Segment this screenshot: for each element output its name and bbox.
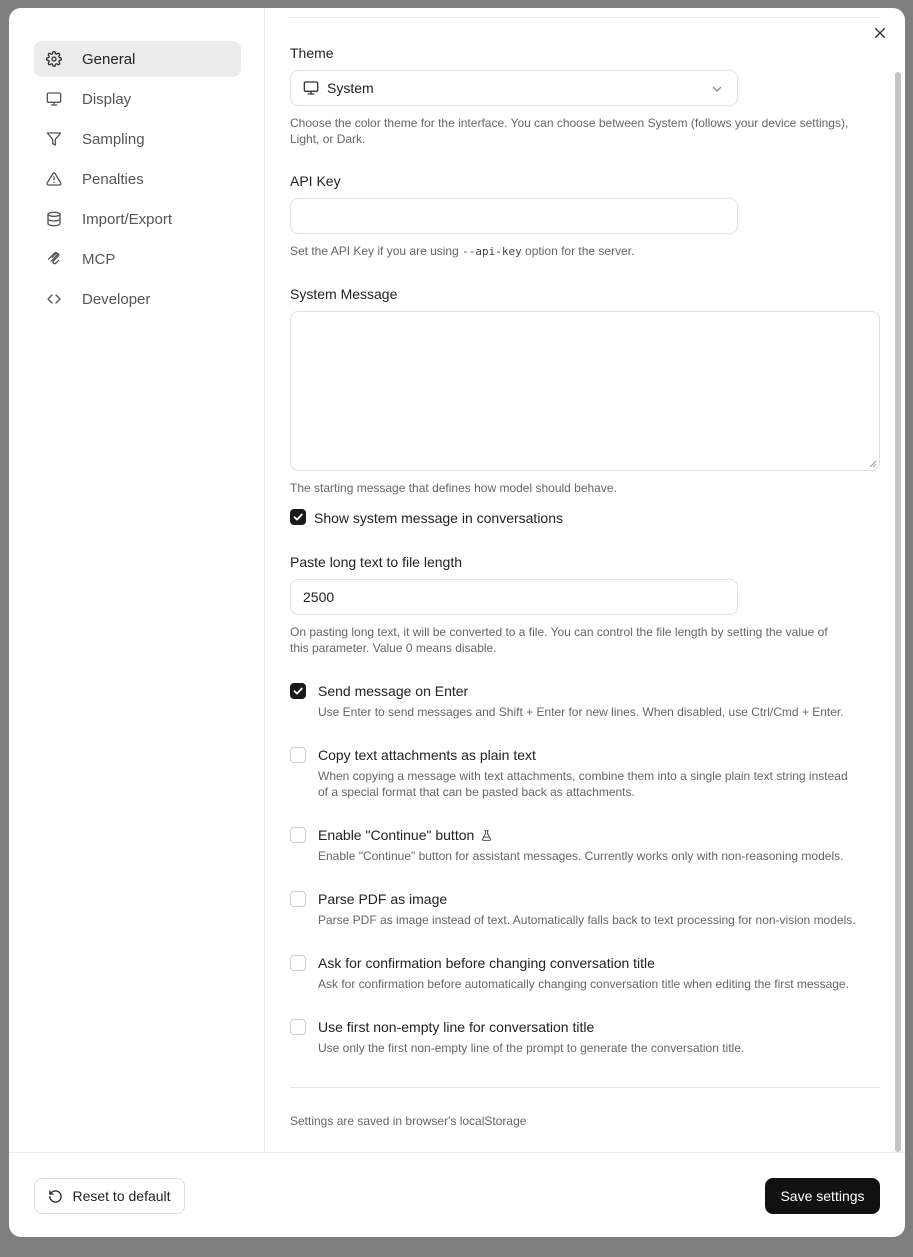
sidebar-item-label: MCP xyxy=(82,250,116,268)
paste-length-label: Paste long text to file length xyxy=(290,554,462,570)
show-system-message-checkbox[interactable] xyxy=(290,509,306,525)
sidebar-item-developer[interactable] xyxy=(34,281,241,317)
first-line-title-desc: Use only the first non-empty line of the prompt to generate the conversation title. xyxy=(318,1041,745,1055)
confirm-title-change-desc: Ask for confirmation before automatically changing conversation title when editing the first message. xyxy=(318,977,849,991)
settings-content xyxy=(266,8,894,1152)
funnel-icon xyxy=(46,131,62,147)
api-key-flag-code: --api-key xyxy=(462,245,522,258)
send-on-enter-label: Send message on Enter xyxy=(318,683,469,699)
save-settings-button[interactable] xyxy=(765,1178,880,1214)
system-message-textarea[interactable] xyxy=(290,311,880,471)
sidebar-item-display[interactable] xyxy=(34,81,241,117)
sidebar-item-label: Display xyxy=(82,90,132,108)
paste-length-help: On pasting long text, it will be converted to a file. You can control the file length by setting the value of this parameter. Value 0 means disable. xyxy=(290,625,828,655)
check-icon xyxy=(292,511,304,523)
check-icon xyxy=(292,685,304,697)
enable-continue-checkbox[interactable] xyxy=(290,827,306,843)
sidebar-item-label: Developer xyxy=(82,290,151,308)
theme-select[interactable] xyxy=(290,70,738,106)
section-top-divider xyxy=(290,17,880,18)
paste-length-input[interactable] xyxy=(290,579,738,615)
sidebar-item-label: General xyxy=(82,50,136,68)
api-key-help: Set the API Key if you are using --api-key option for the server. xyxy=(290,244,635,258)
content-scrollbar[interactable] xyxy=(895,72,901,1152)
code-icon xyxy=(46,291,62,307)
sidebar-item-label: Sampling xyxy=(82,130,145,148)
storage-note: Settings are saved in browser's localStorage xyxy=(290,1114,527,1128)
sidebar-item-import-export[interactable] xyxy=(34,201,241,237)
first-line-title-checkbox[interactable] xyxy=(290,1019,306,1035)
settings-dialog xyxy=(9,8,905,1237)
show-system-message-label: Show system message in conversations xyxy=(314,510,563,526)
send-on-enter-desc: Use Enter to send messages and Shift + Enter for new lines. When disabled, use Ctrl/Cmd + Enter. xyxy=(318,705,844,719)
monitor-icon xyxy=(46,91,62,107)
sidebar-item-label: Penalties xyxy=(82,170,144,188)
sidebar-item-label: Import/Export xyxy=(82,210,173,228)
warning-triangle-icon xyxy=(46,171,62,187)
reset-to-default-button[interactable] xyxy=(34,1178,185,1214)
chevron-down-icon xyxy=(711,83,723,95)
enable-continue-desc: Enable "Continue" button for assistant messages. Currently works only with non-reasoning models. xyxy=(318,849,844,863)
parse-pdf-checkbox[interactable] xyxy=(290,891,306,907)
flask-icon xyxy=(480,829,493,842)
enable-continue-label: Enable "Continue" button xyxy=(318,827,475,843)
sidebar-item-sampling[interactable] xyxy=(34,121,241,157)
api-key-label: API Key xyxy=(290,173,341,189)
enable-continue-label-row xyxy=(318,827,493,843)
first-line-title-label: Use first non-empty line for conversation title xyxy=(318,1019,595,1035)
send-on-enter-checkbox[interactable] xyxy=(290,683,306,699)
copy-plain-text-checkbox[interactable] xyxy=(290,747,306,763)
resize-grip-icon[interactable] xyxy=(869,460,877,468)
sidebar-item-penalties[interactable] xyxy=(34,161,241,197)
mcp-icon xyxy=(46,251,62,267)
database-icon xyxy=(46,211,62,227)
copy-plain-text-label: Copy text attachments as plain text xyxy=(318,747,536,763)
section-divider xyxy=(290,1087,880,1088)
monitor-icon xyxy=(303,80,319,96)
reset-button-label: Reset to default xyxy=(72,1188,171,1204)
sidebar-item-mcp[interactable] xyxy=(34,241,241,277)
api-key-input[interactable] xyxy=(290,198,738,234)
gear-icon xyxy=(46,51,62,67)
theme-label: Theme xyxy=(290,45,334,61)
sidebar-item-general[interactable] xyxy=(34,41,241,77)
copy-plain-text-desc: When copying a message with text attachments, combine them into a single plain text string instead of a special format that can be pasted back as attachments. xyxy=(318,769,848,799)
system-message-help: The starting message that defines how model should behave. xyxy=(290,481,617,495)
parse-pdf-label: Parse PDF as image xyxy=(318,891,448,907)
settings-sidebar xyxy=(9,8,265,1152)
save-button-label: Save settings xyxy=(780,1188,865,1204)
system-message-label: System Message xyxy=(290,286,398,302)
theme-help: Choose the color theme for the interface. You can choose between System (follows your device settings), Light, or Dark. xyxy=(290,116,849,146)
confirm-title-change-checkbox[interactable] xyxy=(290,955,306,971)
theme-select-value: System xyxy=(327,80,374,96)
parse-pdf-desc: Parse PDF as image instead of text. Automatically falls back to text processing for non-vision models. xyxy=(318,913,856,927)
reset-icon xyxy=(48,1189,63,1204)
confirm-title-change-label: Ask for confirmation before changing conversation title xyxy=(318,955,655,971)
dialog-footer xyxy=(9,1152,905,1237)
settings-nav xyxy=(34,41,241,321)
